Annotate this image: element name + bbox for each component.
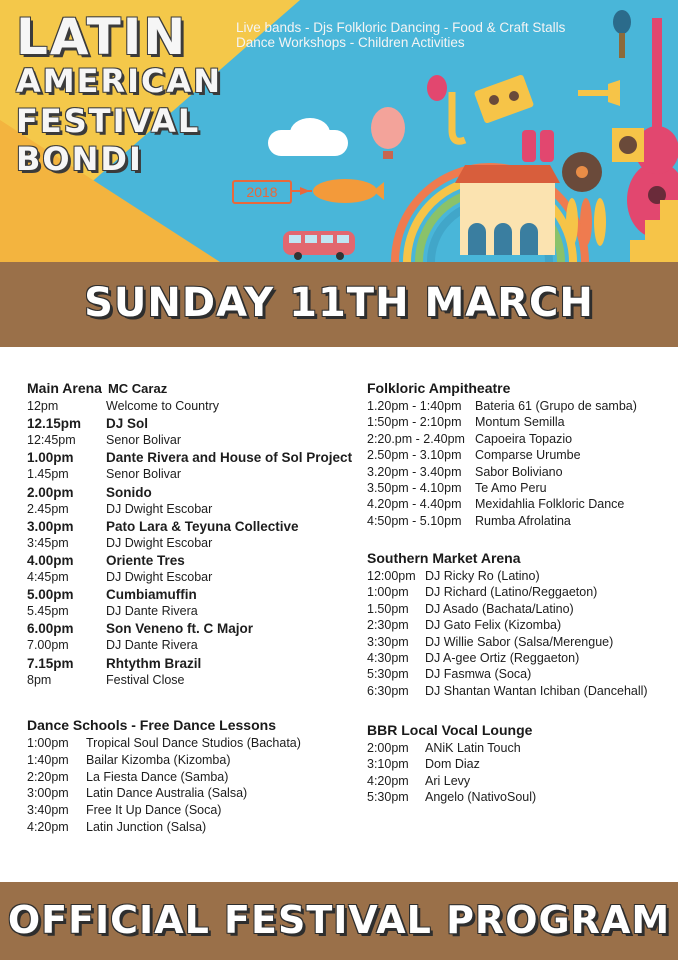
schedule-row xyxy=(27,518,357,535)
slot-time: 6:30pm xyxy=(367,683,409,698)
festival-title-line-4: BONDI xyxy=(16,140,143,178)
schedule-row xyxy=(27,552,357,569)
folkloric-heading: Folkloric Ampitheatre xyxy=(367,380,511,396)
schedule-row xyxy=(27,603,357,620)
slot-time: 12:00pm xyxy=(367,569,416,583)
slot-time: 1.00pm xyxy=(27,450,74,466)
slot-time: 2.00pm xyxy=(27,484,74,500)
slot-act: Rumba Afrolatina xyxy=(475,513,571,528)
slot-act: Montum Semilla xyxy=(475,415,565,430)
date-banner xyxy=(0,262,678,347)
schedule-row xyxy=(27,672,357,689)
slot-time: 4:45pm xyxy=(27,570,69,584)
speaker-icon xyxy=(612,128,644,162)
slot-time: 4.20pm - 4.40pm xyxy=(367,497,462,512)
tagline-line-2: Dance Workshops - Children Activities xyxy=(236,35,465,50)
blimp-icon xyxy=(290,179,384,203)
vocal-lounge-heading: BBR Local Vocal Lounge xyxy=(367,722,533,738)
slot-time: 4:20pm xyxy=(27,820,69,834)
slot-time: 12.15pm xyxy=(27,416,82,432)
slot-time: 1.50pm xyxy=(367,601,409,616)
slot-act: DJ Dwight Escobar xyxy=(106,535,213,550)
slot-act: DJ Richard (Latino/Reggaeton) xyxy=(425,585,598,600)
main-arena-title: Main Arena xyxy=(27,380,102,396)
slot-act: Free It Up Dance (Soca) xyxy=(86,803,222,818)
schedule-row xyxy=(27,432,357,449)
schedule-row xyxy=(367,683,678,700)
slot-time: 3:00pm xyxy=(27,786,69,801)
slot-act: Ari Levy xyxy=(425,773,471,788)
slot-time: 3.50pm - 4.10pm xyxy=(367,481,462,495)
schedule-row xyxy=(27,586,357,603)
balloon-icon xyxy=(427,75,447,101)
schedule-row xyxy=(367,480,678,497)
slot-act: Oriente Tres xyxy=(106,552,185,568)
slot-act: DJ Dwight Escobar xyxy=(106,501,213,516)
schedule-row xyxy=(367,617,678,634)
slot-act: Welcome to Country xyxy=(106,399,220,413)
event-date: SUNDAY 11TH MARCH xyxy=(84,280,594,326)
schedule-row xyxy=(367,496,678,513)
festival-title-line-2: AMERICAN xyxy=(16,62,223,100)
slot-time: 4:20pm xyxy=(367,773,409,788)
schedule-row xyxy=(367,789,678,806)
slot-time: 3:40pm xyxy=(27,803,69,818)
slot-time: 2.50pm - 3.10pm xyxy=(367,448,462,463)
schedule-row xyxy=(367,414,678,431)
main-arena-mc: MC Caraz xyxy=(107,381,168,396)
slot-act: Son Veneno ft. C Major xyxy=(106,621,254,637)
slot-act: DJ A-gee Ortiz (Reggaeton) xyxy=(425,651,580,665)
schedule-row xyxy=(367,568,678,585)
schedule-row xyxy=(27,785,357,802)
slot-time: 1:00pm xyxy=(367,585,409,600)
slot-time: 1:50pm - 2:10pm xyxy=(367,415,462,430)
schedule-row xyxy=(27,398,357,415)
slot-act: La Fiesta Dance (Samba) xyxy=(86,769,229,784)
slot-act: Bateria 61 (Grupo de samba) xyxy=(475,399,637,413)
slot-act: DJ Dante Rivera xyxy=(106,638,198,653)
slot-act: DJ Shantan Wantan Ichiban (Dancehall) xyxy=(425,683,648,698)
slot-act: Dante Rivera and House of Sol Project xyxy=(106,450,353,466)
surfboards-icon xyxy=(566,198,606,246)
trumpet-icon xyxy=(578,80,620,106)
schedule-row xyxy=(27,466,357,483)
schedule-row xyxy=(27,449,357,466)
slot-time: 3:45pm xyxy=(27,535,69,550)
slot-act: DJ Willie Sabor (Salsa/Merengue) xyxy=(425,634,614,649)
slot-act: Rhtythm Brazil xyxy=(106,655,202,671)
slot-act: DJ Ricky Ro (Latino) xyxy=(425,569,540,583)
slot-act: DJ Asado (Bachata/Latino) xyxy=(425,601,574,616)
slot-act: Capoeira Topazio xyxy=(475,431,573,446)
slot-act: Senor Bolivar xyxy=(106,433,182,448)
dance-schools-heading: Dance Schools - Free Dance Lessons xyxy=(27,717,276,733)
bus-icon xyxy=(283,231,355,260)
slot-time: 2:00pm xyxy=(367,741,409,755)
schedule-row xyxy=(367,773,678,790)
slot-time: 5:30pm xyxy=(367,790,409,805)
slot-act: Dom Diaz xyxy=(425,757,480,772)
schedule-row xyxy=(27,819,357,836)
schedule-row xyxy=(367,513,678,530)
schedule-row xyxy=(27,484,357,501)
program-title: OFFICIAL FESTIVAL PROGRAM xyxy=(7,898,671,942)
slot-time: 1.20pm - 1:40pm xyxy=(367,399,462,413)
slot-act: Senor Bolivar xyxy=(106,467,182,482)
slot-time: 3.00pm xyxy=(27,518,74,534)
schedule-row xyxy=(367,666,678,683)
year-badge: 2018 xyxy=(232,180,292,204)
slot-time: 2.45pm xyxy=(27,501,69,516)
slot-time: 12:45pm xyxy=(27,433,76,448)
slot-time: 4:30pm xyxy=(367,651,409,665)
slot-act: Tropical Soul Dance Studios (Bachata) xyxy=(86,736,301,750)
slot-time: 4:50pm - 5.10pm xyxy=(367,513,462,528)
slot-time: 1:40pm xyxy=(27,752,69,767)
slot-act: DJ Fasmwa (Soca) xyxy=(425,667,532,682)
schedule-row xyxy=(367,398,678,415)
vinyl-record-icon xyxy=(562,152,602,192)
slot-time: 5.00pm xyxy=(27,587,74,603)
schedule-row xyxy=(27,620,357,637)
schedule-row xyxy=(27,769,357,786)
slot-act: Latin Dance Australia (Salsa) xyxy=(86,786,248,801)
slot-time: 5.45pm xyxy=(27,604,69,619)
slot-act: Te Amo Peru xyxy=(475,481,547,495)
slot-time: 12pm xyxy=(27,399,59,413)
slot-act: Pato Lara & Teyuna Collective xyxy=(106,518,299,534)
southern-market-heading: Southern Market Arena xyxy=(367,550,521,566)
conga-drums-icon xyxy=(522,130,554,162)
slot-act: Bailar Kizomba (Kizomba) xyxy=(86,752,231,767)
slot-act: Sabor Boliviano xyxy=(475,464,563,479)
slot-act: Latin Junction (Salsa) xyxy=(86,820,207,834)
slot-time: 7.15pm xyxy=(27,655,74,671)
schedule-row xyxy=(27,637,357,654)
schedule-row xyxy=(367,601,678,618)
header-artwork xyxy=(0,0,678,262)
hot-air-balloon-icon xyxy=(371,107,405,159)
schedule-row xyxy=(367,431,678,448)
schedule-row xyxy=(27,569,357,586)
schedule-row xyxy=(367,584,678,601)
slot-act: Comparse Urumbe xyxy=(475,448,581,463)
schedule-row xyxy=(367,634,678,651)
schedule-row xyxy=(27,501,357,518)
schedule-row xyxy=(367,650,678,667)
slot-act: ANiK Latin Touch xyxy=(425,741,521,755)
schedule-row xyxy=(27,802,357,819)
main-arena-heading xyxy=(27,380,167,396)
slot-act: DJ Dante Rivera xyxy=(106,604,198,619)
schedule-row xyxy=(27,752,357,769)
schedule-row xyxy=(27,535,357,552)
slot-time: 1:00pm xyxy=(27,736,69,750)
festival-illustration xyxy=(0,0,678,262)
festival-title-line-1: LATIN xyxy=(16,8,188,66)
schedule-row xyxy=(367,447,678,464)
slot-time: 3.20pm - 3.40pm xyxy=(367,464,462,479)
slot-time: 6.00pm xyxy=(27,621,74,637)
maraca-icon xyxy=(613,10,631,58)
slot-act: Sonido xyxy=(106,484,152,500)
slot-time: 2:20.pm - 2.40pm xyxy=(367,431,465,446)
slot-time: 3:30pm xyxy=(367,634,409,649)
slot-time: 1.45pm xyxy=(27,467,69,482)
slot-act: Festival Close xyxy=(106,672,185,687)
slot-time: 2:20pm xyxy=(27,769,69,784)
schedule-row xyxy=(27,415,357,432)
saxophone-icon xyxy=(452,92,465,141)
slot-time: 7.00pm xyxy=(27,638,69,653)
tagline-line-1: Live bands - Djs Folkloric Dancing - Food & Craft Stalls xyxy=(236,20,566,35)
cassette-icon xyxy=(474,74,534,124)
slot-act: Mexidahlia Folkloric Dance xyxy=(475,497,625,512)
schedule-row xyxy=(27,735,357,752)
slot-act: DJ Gato Felix (Kizomba) xyxy=(425,618,562,633)
slot-act: Angelo (NativoSoul) xyxy=(425,790,537,805)
schedule-row xyxy=(27,655,357,672)
festival-title-line-3: FESTIVAL xyxy=(16,102,201,140)
slot-act: Cumbiamuffin xyxy=(106,587,197,603)
slot-time: 4.00pm xyxy=(27,552,74,568)
footer-banner xyxy=(0,882,678,960)
schedule-row xyxy=(367,464,678,481)
slot-act: DJ Dwight Escobar xyxy=(106,570,213,584)
slot-time: 3:10pm xyxy=(367,757,409,772)
slot-act: DJ Sol xyxy=(106,416,149,432)
slot-time: 2:30pm xyxy=(367,618,409,633)
slot-time: 8pm xyxy=(27,672,52,687)
slot-time: 5:30pm xyxy=(367,667,409,682)
schedule-row xyxy=(367,756,678,773)
house-icon xyxy=(455,165,560,255)
schedule-row xyxy=(367,740,678,757)
